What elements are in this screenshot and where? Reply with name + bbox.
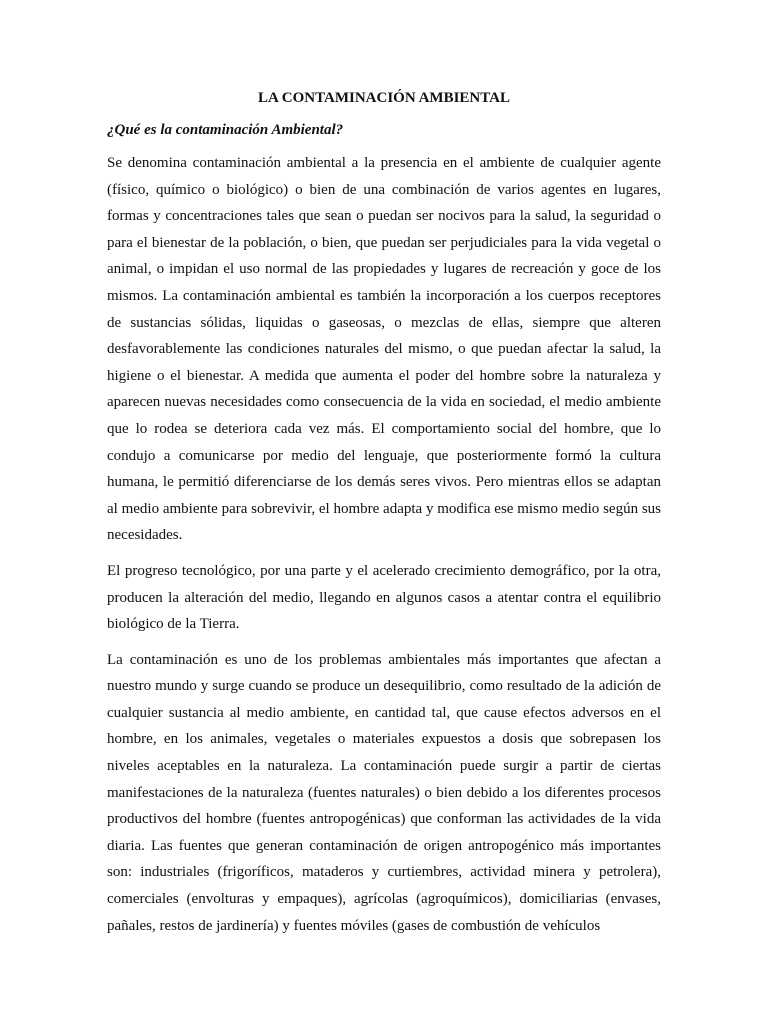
paragraph-sources: La contaminación es uno de los problemas ambientales más importantes que afectan a nuestro mundo y surge cuando se produce un desequilibrio, como resultado de la adición de cualquier sustancia al medio ambiente, en cantidad tal, que cause efectos adversos en el hombre, en los animales, vegetales o materiales expuestos a dosis que sobrepasen los niveles aceptables en la naturaleza. La contaminación puede surgir a partir de ciertas manifestaciones de la naturaleza (fuentes naturales) o bien debido a los diferentes procesos productivos del hombre (fuentes antropogénicas) que conforman las actividades de la vida diaria. Las fuentes que generan contaminación de origen antropogénico más importantes son: industriales (frigoríficos, mataderos y curtiembres, actividad minera y petrolera), comerciales (envolturas y empaques), agrícolas (agroquímicos), domiciliarias (envases, pañales, restos de jardinería) y fuentes móviles (gases de combustión de vehículos [107, 651, 661, 934]
document-title: LA CONTAMINACIÓN AMBIENTAL [258, 90, 510, 106]
paragraph-definition: Se denomina contaminación ambiental a la presencia en el ambiente de cualquier agente (físico, químico o biológico) o bien de una combinación de varios agentes en lugares, formas y concentraciones tales que sean o puedan ser nocivos para la salud, la seguridad o para el bienestar de la población, o bien, que puedan ser perjudiciales para la vida vegetal o animal, o impidan el uso normal de las propiedades y lugares de recreación y goce de los mismos. La contaminación ambiental es también la incorporación a los cuerpos receptores de sustancias sólidas, liquidas o gaseosas, o mezclas de ellas, siempre que alteren desfavorablemente las condiciones naturales del mismo, o que puedan afectar la salud, la higiene o el bienestar. A medida que aumenta el poder del hombre sobre la naturaleza y aparecen nuevas necesidades como consecuencia de la vida en sociedad, el medio ambiente que lo rodea se deteriora cada vez más. El comportamiento social del hombre, que lo condujo a comunicarse por medio del lenguaje, que posteriormente formó la cultura humana, le permitió diferenciarse de los demás seres vivos. Pero mientras ellos se adaptan al medio ambiente para sobrevivir, el hombre adapta y modifica ese mismo medio según sus necesidades. [107, 155, 661, 544]
document-body [107, 88, 661, 948]
section-heading: ¿Qué es la contaminación Ambiental? [107, 122, 344, 138]
paragraph-progress: El progreso tecnológico, por una parte y el acelerado crecimiento demográfico, por la otra, producen la alteración del medio, llegando en algunos casos a atentar contra el equilibrio biológico de la Tierra. [107, 562, 661, 633]
